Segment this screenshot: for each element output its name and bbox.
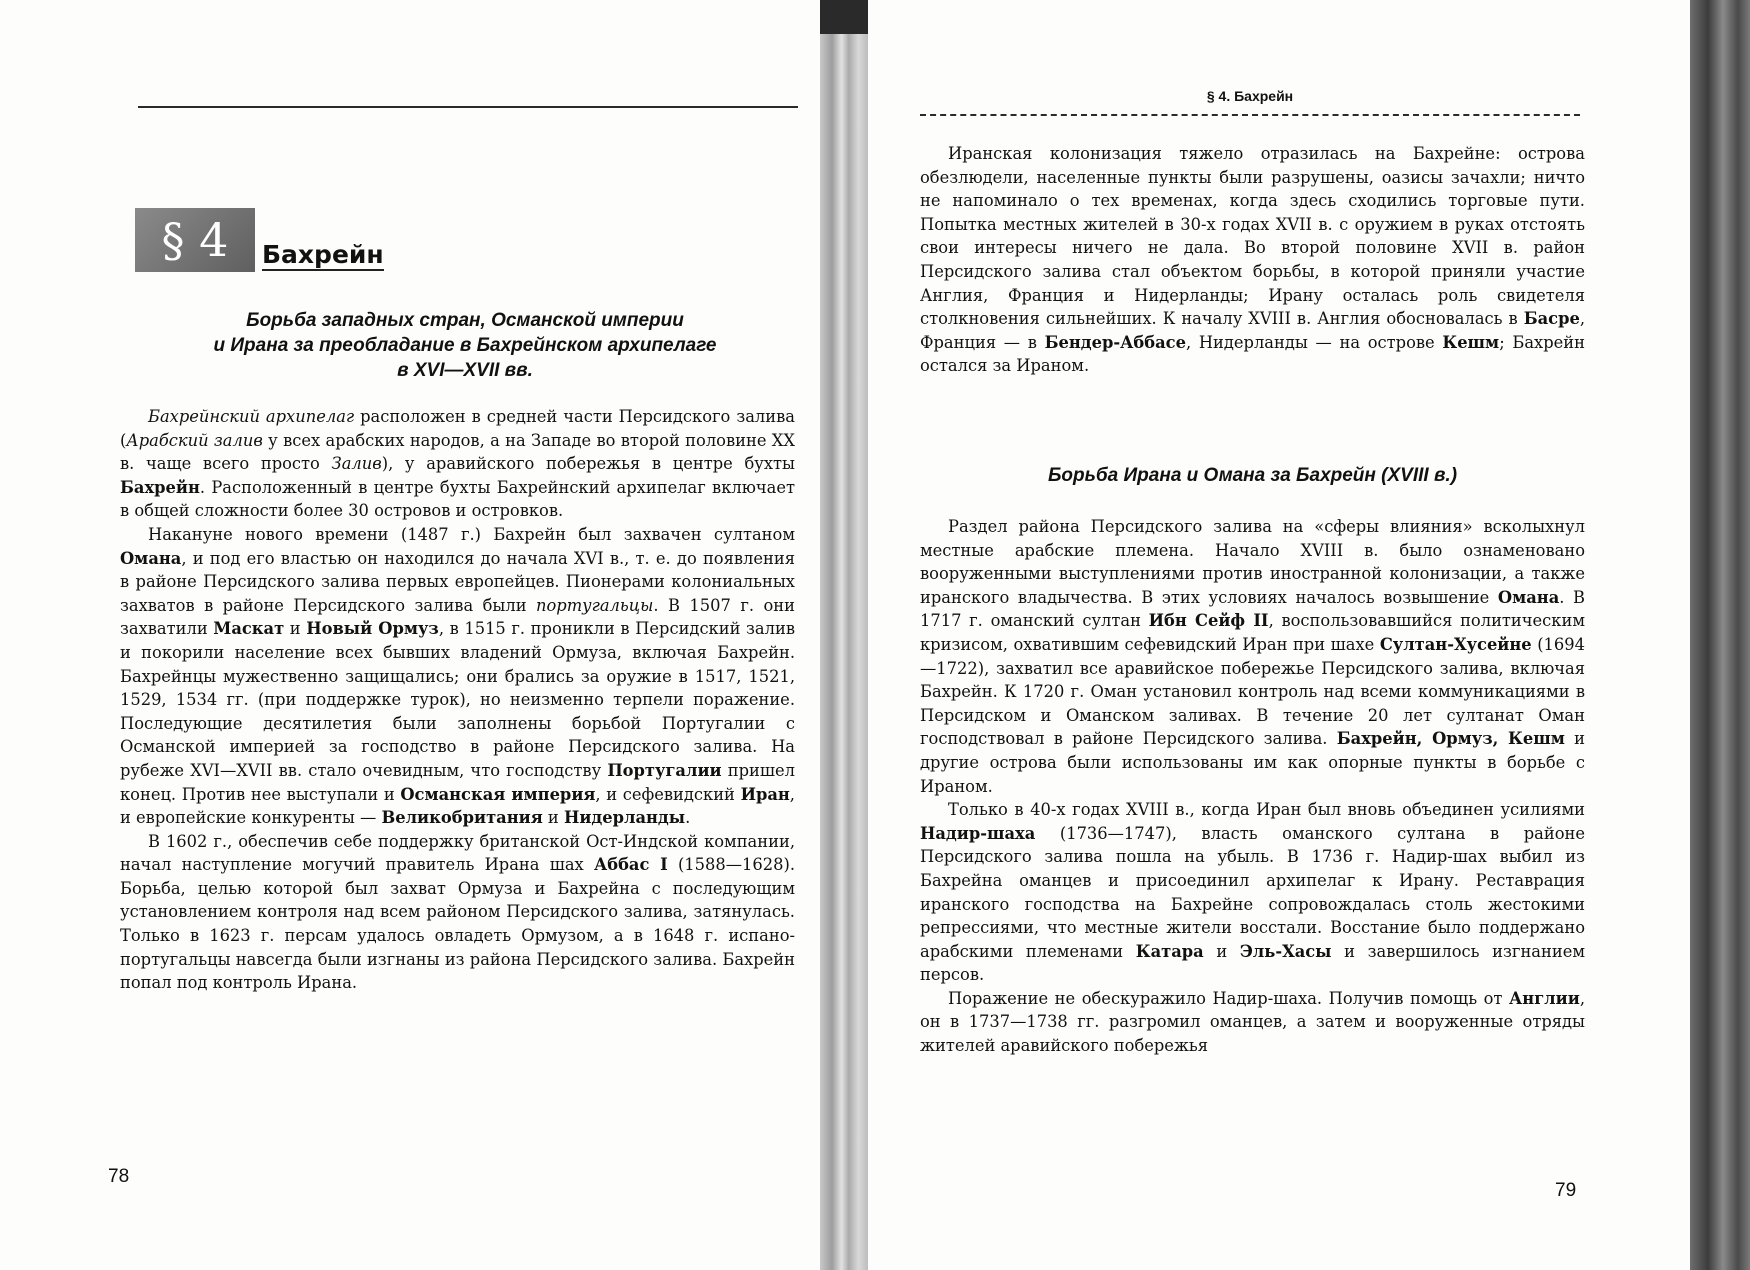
paragraph: Иранская колонизация тяжело отразилась на Бахрейне: острова обезлюдели, населенные пункты были разрушены, оазисы зачахли; ничто не напоминало о тех временах, когда здесь сходились торговые пути. Попытка местных жителей в 30-х годах XVII в. с оружием в руках отстоять свои интересы ничего не дала. Во второй половине XVII в. район Персидского залива стал объектом борьбы, в которой приняли участие Англия, Франция и Нидерланды; Ирану осталась роль свидетеля столкновения сильнейших. К началу XVIII в. Англия обосновалась в Басре, Франция — в Бендер-Аббасе, Нидерланды — на острове Кешм; Бахрейн остался за Ираном. [920, 144, 1585, 376]
subheading-line-1: Борьба западных стран, Османской империи [246, 310, 684, 331]
paragraph: Поражение не обескуражило Надир-шаха. Получив помощь от Англии, он в 1737—1738 гг. разгромил оманцев, а затем и вооруженные отряды жителей аравийского побережья [920, 988, 1585, 1056]
paragraph: Накануне нового времени (1487 г.) Бахрейн был захвачен султаном Омана, и под его властью он находился до начала XVI в., т. е. до появления в районе Персидского залива первых европейцев. Пионерами колониальных захватов в районе Персидского залива были португальцы. В 1507 г. они захватили Маскат и Новый Ормуз, в 1515 г. проникли в Персидский залив и покорили население всех бывших владений Ормуза, включая Бахрейн. Бахрейнцы мужественно защищались; они брались за оружие в 1517, 1521, 1529, 1534 гг. (при поддержке турок), но неизменно терпели поражение. Последующие десятилетия были заполнены борьбой Португалии с Османской империей за господство в районе Персидского залива. На рубеже XVI—XVII вв. стало очевидным, что господству Португалии пришел конец. Против нее выступали и Османская империя, и сефевидский Иран, и европейские конкуренты — Великобритания и Нидерланды. [120, 524, 795, 828]
right-body-top [920, 142, 1585, 378]
page-number: 78 [108, 1166, 130, 1187]
paragraph: Только в 40-х годах XVIII в., когда Иран был вновь объединен усилиями Надир-шаха (1736—1747), власть оманского султана в районе Персидского залива пошла на убыль. В 1736 г. Надир-шах выбил из Бахрейна оманцев и присоединил архипелаг к Ирану. Реставрация иранского господства на Бахрейне сопровождалась столь жестокими репрессиями, что местные жители восстали. Восстание было поддержано арабскими племенами Катара и Эль-Хасы и завершилось изгнанием персов. [920, 800, 1585, 985]
book-gutter [820, 0, 868, 1270]
running-head: § 4. Бахрейн [1206, 88, 1294, 104]
header-rule [920, 114, 1580, 116]
page-edge [1690, 0, 1750, 1270]
left-subheading [140, 308, 790, 383]
subheading-line-2: и Ирана за преобладание в Бахрейнском архипелаге [213, 335, 717, 356]
right-subheading: Борьба Ирана и Омана за Бахрейн (XVIII в.) [1047, 465, 1458, 486]
section-title: Бахрейн [262, 240, 384, 269]
right-body [920, 515, 1585, 1058]
paragraph: Бахрейнский архипелаг расположен в средней части Персидского залива (Арабский залив у всех арабских народов, а на Западе во второй половине XX в. чаще всего просто Залив), у аравийского побережья в центре бухты Бахрейн. Расположенный в центре бухты Бахрейнский архипелаг включает в общей сложности более 30 островов и островков. [120, 407, 795, 521]
subheading-line-3: в XVI—XVII вв. [397, 360, 533, 381]
gutter-shadow [820, 0, 868, 34]
left-body [120, 405, 795, 995]
section-badge: § 4 [135, 208, 255, 272]
page-number: 79 [1555, 1180, 1577, 1201]
header-rule [138, 106, 798, 108]
paragraph: В 1602 г., обеспечив себе поддержку британской Ост-Индской компании, начал наступление могучий правитель Ирана шах Аббас I (1588—1628). Борьба, целью которой был захват Ормуза и Бахрейна с последующим установлением контроля над всем районом Персидского залива, затянулась. Только в 1623 г. персам удалось овладеть Ормузом, а в 1648 г. испано-португальцы навсегда были изгнаны из района Персидского залива. Бахрейн попал под контроль Ирана. [120, 831, 795, 993]
paragraph: Раздел района Персидского залива на «сферы влияния» всколыхнул местные арабские племена. Начало XVIII в. было ознаменовано вооруженными выступлениями против иностранной колонизации, а также иранского владычества. В этих условиях началось возвышение Омана. В 1717 г. оманский султан Ибн Сейф II, воспользовавшийся политическим кризисом, охватившим сефевидский Иран при шахе Султан-Хусейне (1694—1722), захватил все аравийское побережье Персидского залива, включая Бахрейн. К 1720 г. Оман установил контроль над всеми коммуникациями в Персидском и Оманском заливах. В течение 20 лет султанат Оман господствовал в районе Персидского залива. Бахрейн, Ормуз, Кешм и другие острова были использованы им как опорные пункты в борьбе с Ираном. [920, 517, 1585, 796]
